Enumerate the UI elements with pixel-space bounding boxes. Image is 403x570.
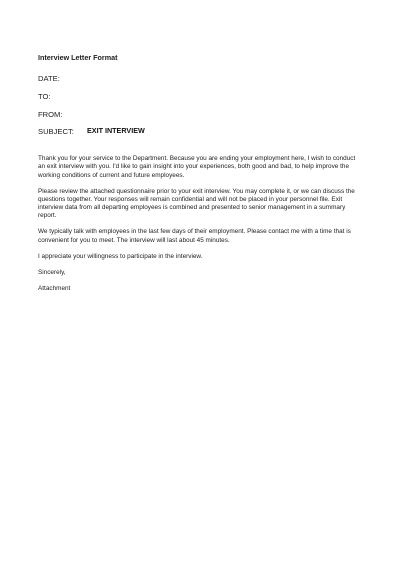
body-line: an exit interview with you. I'd like to gain insight into your experiences, both good and bad, to help improve the (38, 163, 349, 171)
subject-value: EXIT INTERVIEW (87, 126, 145, 135)
body-line: convenient for you to meet. The interview will last about 45 minutes. (38, 236, 230, 244)
closing: Sincerely, (38, 268, 66, 276)
body-line: Please review the attached questionnaire prior to your exit interview. You may complete it, or we can discuss the (38, 187, 355, 195)
body-line: questions together. Your responses will remain confidential and will not be placed in your personnel file. Exit (38, 195, 343, 203)
body-line: report. (38, 212, 57, 220)
to-label: TO: (38, 92, 51, 101)
paragraph-intro (38, 155, 373, 180)
from-label: FROM: (38, 110, 63, 119)
attachment-note: Attachment (38, 284, 71, 292)
body-line: working conditions of current and future employees. (38, 171, 185, 179)
paragraph-appreciation (38, 253, 373, 261)
body-line: Thank you for your service to the Department. Because you are ending your employment here, I wish to conduct (38, 155, 356, 162)
body-line: I appreciate your willingness to participate in the interview. (38, 252, 203, 260)
letter-body (38, 155, 373, 301)
body-line: interview data from all departing employees is combined and presented to senior management in a summary (38, 204, 346, 212)
paragraph-scheduling (38, 228, 373, 245)
paragraph-questionnaire (38, 188, 373, 221)
date-label: DATE: (38, 74, 60, 83)
subject-label: SUBJECT: (38, 127, 74, 136)
document-title: Interview Letter Format (38, 53, 118, 62)
body-line: We typically talk with employees in the last few days of their employment. Please contact me with a time that is (38, 228, 351, 236)
